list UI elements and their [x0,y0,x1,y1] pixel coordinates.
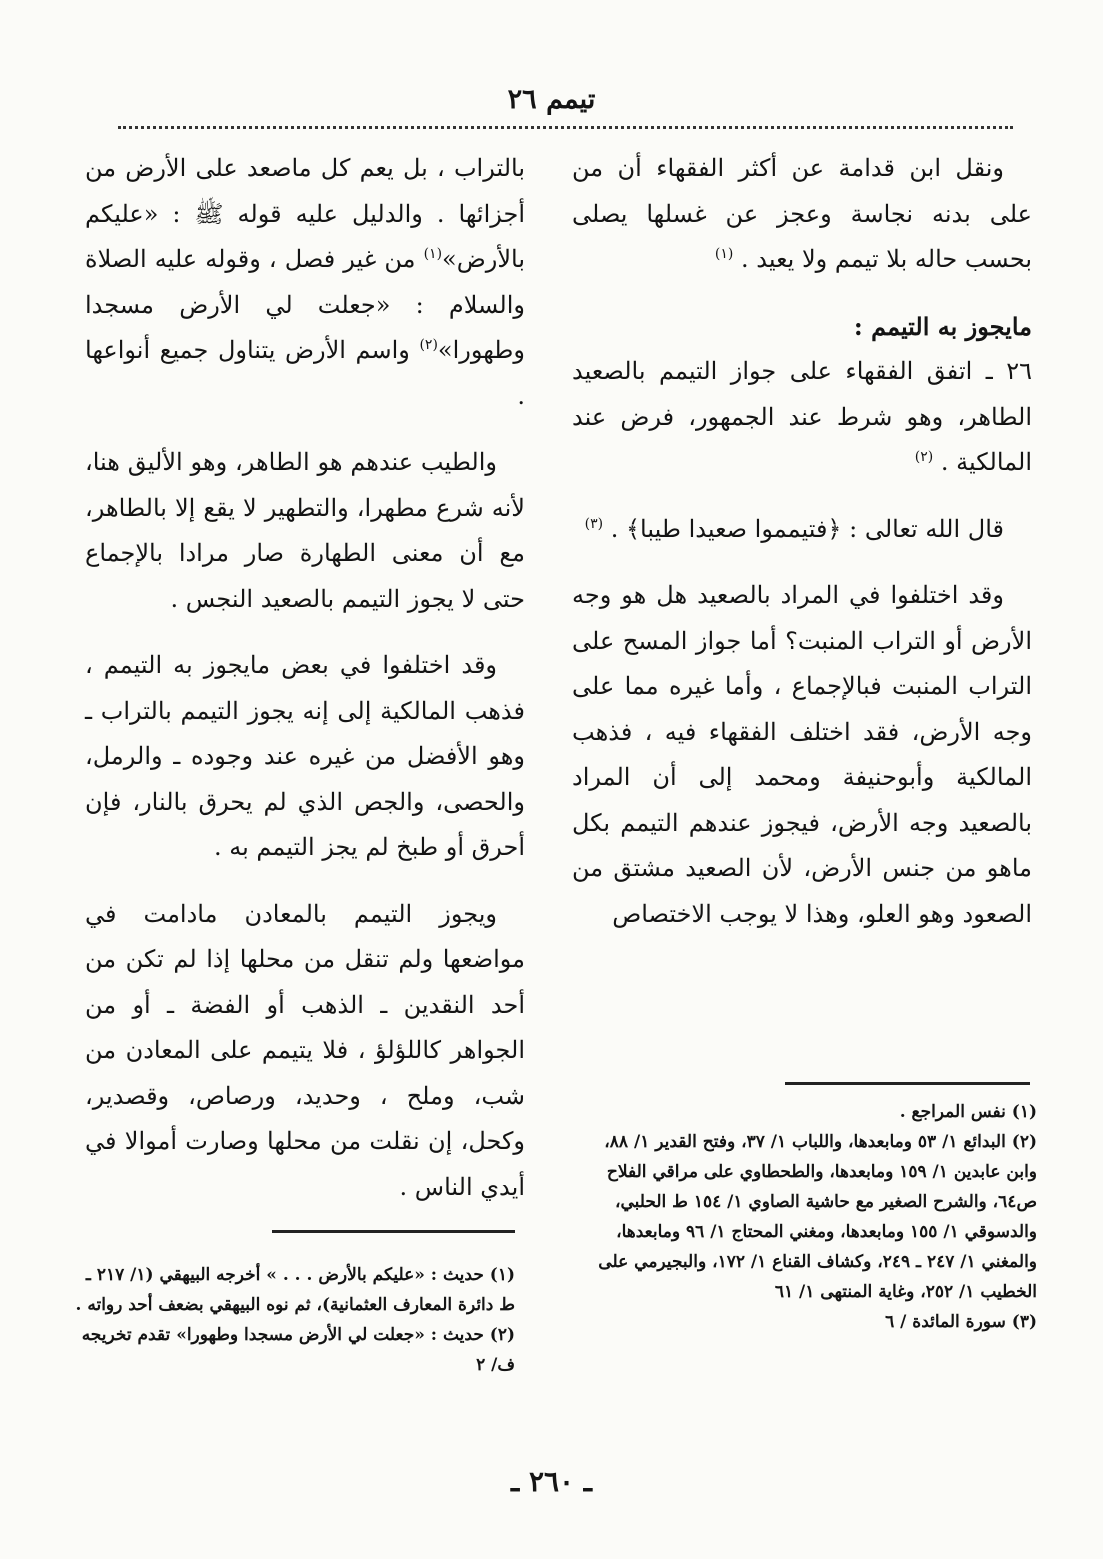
footnote-number: (١) [489,1265,515,1285]
footnote-ref: (٢) [914,449,934,465]
footnote [75,1260,515,1320]
page-number: ـ ٢٦٠ ـ [510,1465,593,1498]
paragraph-text: من غير فصل ، وقوله عليه الصلاة والسلام : «جعلت لي الأرض مسجدا وطهورا» [85,245,525,364]
paragraph: والطيب عندهم هو الطاهر، وهو الأليق هنا، لأنه شرع مطهرا، والتطهير لا يقع إلا بالطاهر، مع أن معنى الطهارة صار مرادا بالإجماع حتى لا يجوز التيمم بالصعيد النجس . [85,448,525,613]
footnote [572,1097,1037,1127]
footnote-separator [785,1082,1030,1085]
footnote-separator [272,1230,515,1233]
quran-verse: قال الله تعالى : ﴿فتيمموا صعيدا طيبا﴾ . [610,514,1004,543]
running-header: تيمم ٢٦ [507,84,596,115]
footnotes-right [572,1097,1037,1337]
footnote-text: البدائع ١/ ٥٣ ومابعدها، واللباب ١/ ٣٧، وفتح القدير ١/ ٨٨، وابن عابدين ١/ ١٥٩ ومابعدها، والطحطاوي على مراقي الفلاح ص٦٤، والشرح الصغير مع حاشية الصاوي ١/ ١٥٤ ط الحلبي، والدسوقي ١/ ١٥٥ ومابعدها، ومغني المحتاج ١/ ٩٦ ومابعدها، والمغني ١/ ٢٤٧ ـ ٢٤٩، وكشاف القناع ١/ ١٧٢، والبجيرمي على الخطيب ١/ ٢٥٢، وغاية المنتهى ١/ ٦١ [598,1132,1037,1302]
footnote-ref: (١) [423,246,443,262]
paragraph [572,507,1032,553]
footnote-text: حديث : «عليكم بالأرض . . . » أخرجه البيهقي (١/ ٢١٧ ـ ط دائرة المعارف العثمانية)، ثم نوه البيهقي بضعف أحد رواته . [75,1265,515,1315]
section-heading: مايجوز به التيمم : [853,311,1032,341]
paragraph: وقد اختلفوا في المراد بالصعيد هل هو وجه الأرض أو التراب المنبت؟ أما جواز المسح على التراب المنبت فبالإجماع ، وأما غيره مما على وجه الأرض، فقد اختلف الفقهاء فيه ، فذهب المالكية وأبوحنيفة ومحمد إلى أن المراد بالصعيد وجه الأرض، فيجوز عندهم التيمم بكل ماهو من جنس الأرض، لأن الصعيد مشتق من الصعود وهو العلو، وهذا لا يوجب الاختصاص [572,581,1032,928]
left-column [85,146,525,1231]
paragraph [572,146,1032,283]
footnote-number: (٢) [489,1325,515,1345]
paragraph [572,349,1032,486]
header-dotted-divider [118,126,1013,129]
footnote-number: (٣) [1011,1312,1037,1332]
footnote-text: نفس المراجع . [899,1102,1006,1122]
footnotes-left [75,1260,515,1380]
paragraph: ويجوز التيمم بالمعادن مادامت في مواضعها ولم تنقل من محلها إذا لم تكن من أحد النقدين ـ الذهب أو الفضة ـ أو من الجواهر كاللؤلؤ ، فلا يتيمم على المعادن من شب، وملح ، وحديد، ورصاص، وقصدير، وكحل، إن نقلت من محلها وصارت أموالا في أيدي الناس . [85,899,525,1201]
paragraph-text: ٢٦ ـ اتفق الفقهاء على جواز التيمم بالصعيد الطاهر، وهو شرط عند الجمهور، فرض عند المالكية . [572,357,1032,476]
paragraph [85,146,525,419]
footnote-text: سورة المائدة / ٦ [885,1312,1006,1332]
footnote-ref: (١) [714,246,734,262]
paragraph-text: ونقل ابن قدامة عن أكثر الفقهاء أن من على بدنه نجاسة وعجز عن غسلها يصلى بحسب حاله بلا تيمم ولا يعيد . [572,154,1032,273]
footnote-ref: (٣) [584,515,604,532]
paragraph-text: واسم الأرض يتناول جميع أنواعها . [85,336,525,410]
footnote [572,1127,1037,1307]
footnote [572,1307,1037,1337]
footnote-number: (١) [1011,1102,1037,1122]
paragraph: وقد اختلفوا في بعض مايجوز به التيمم ، فذهب المالكية إلى إنه يجوز التيمم بالتراب ـ وهو الأفضل من غيره عند وجوده ـ والرمل، والحصى، والجص الذي لم يحرق بالنار، فإن أحرق أو طبخ لم يجز التيمم به . [85,651,525,861]
paragraph-text: بالتراب ، بل يعم كل ماصعد على الأرض من أجزائها . والدليل عليه قوله ﷺ : «عليكم بالأرض» [85,154,525,273]
right-column [572,146,1032,958]
footnote-ref: (٢) [419,337,438,353]
footnote-text: حديث : «جعلت لي الأرض مسجدا وطهورا» تقدم تخريجه ف/ ٢ [81,1325,515,1375]
footnote [75,1320,515,1380]
footnote-number: (٢) [1011,1132,1037,1152]
